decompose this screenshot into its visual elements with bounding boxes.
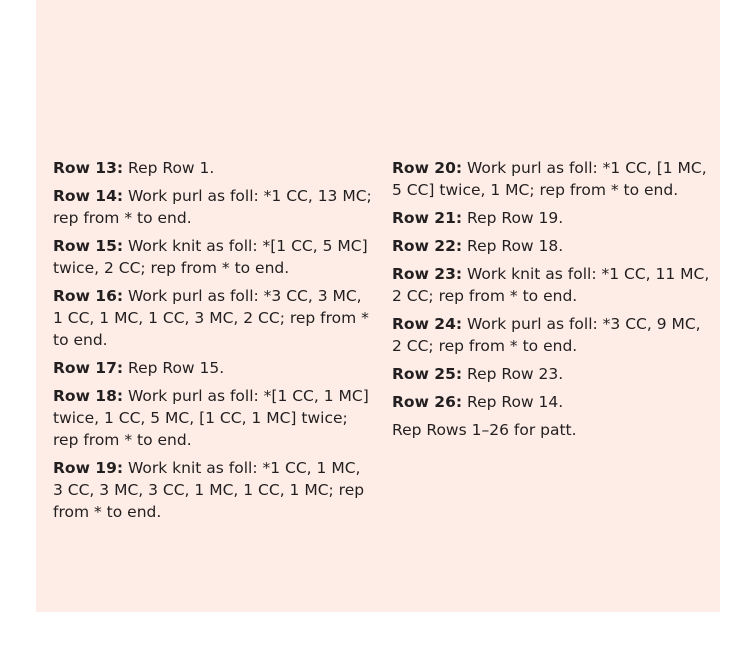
pattern-row-17 [53, 357, 375, 379]
pattern-column-left [53, 157, 375, 529]
row-instruction: Work purl as foll: *1 CC, [1 MC, 5 CC] twice, 1 MC; rep from * to end. [392, 159, 707, 199]
pattern-row-18 [53, 385, 375, 451]
row-label: Row 21: [392, 209, 463, 227]
row-label: Row 16: [53, 287, 124, 305]
row-instruction: Rep Row 15. [123, 359, 225, 377]
row-instruction: Work knit as foll: *1 CC, 1 MC, 3 CC, 3 MC, 3 CC, 1 MC, 1 CC, 1 MC; rep from * to end. [53, 459, 365, 521]
row-instruction: Work knit as foll: *1 CC, 11 MC, 2 CC; rep from * to end. [392, 265, 710, 305]
pattern-row-20 [392, 157, 714, 201]
row-instruction: Work purl as foll: *3 CC, 3 MC, 1 CC, 1 MC, 1 CC, 3 MC, 2 CC; rep from * to end. [53, 287, 369, 349]
pattern-row-21 [392, 207, 714, 229]
pattern-row-14 [53, 185, 375, 229]
row-label: Row 19: [53, 459, 124, 477]
pattern-row-22 [392, 235, 714, 257]
row-instruction: Rep Row 14. [462, 393, 564, 411]
row-label: Row 22: [392, 237, 463, 255]
pattern-row-23 [392, 263, 714, 307]
row-instruction: Rep Row 18. [462, 237, 564, 255]
row-label: Row 15: [53, 237, 124, 255]
row-label: Row 17: [53, 359, 124, 377]
pattern-row-24 [392, 313, 714, 357]
row-label: Row 20: [392, 159, 463, 177]
row-instruction: Work purl as foll: *[1 CC, 1 MC] twice, 1 CC, 5 MC, [1 CC, 1 MC] twice; rep from * to end. [53, 387, 369, 449]
pattern-row-26 [392, 391, 714, 413]
row-label: Row 13: [53, 159, 124, 177]
pattern-row-16 [53, 285, 375, 351]
row-instruction: Work knit as foll: *[1 CC, 5 MC] twice, 2 CC; rep from * to end. [53, 237, 368, 277]
row-label: Row 18: [53, 387, 124, 405]
row-label: Row 25: [392, 365, 463, 383]
row-label: Row 14: [53, 187, 124, 205]
pattern-repeat-note: Rep Rows 1–26 for patt. [392, 421, 577, 439]
row-instruction: Rep Row 19. [462, 209, 564, 227]
row-label: Row 23: [392, 265, 463, 283]
row-instruction: Work purl as foll: *1 CC, 13 MC; rep from * to end. [53, 187, 372, 227]
row-instruction: Rep Row 23. [462, 365, 564, 383]
row-label: Row 24: [392, 315, 463, 333]
pattern-row-13 [53, 157, 375, 179]
pattern-column-right [392, 157, 714, 447]
pattern-row-25 [392, 363, 714, 385]
pattern-row-19 [53, 457, 375, 523]
pattern-row-15 [53, 235, 375, 279]
row-label: Row 26: [392, 393, 463, 411]
row-instruction: Rep Row 1. [123, 159, 215, 177]
row-instruction: Work purl as foll: *3 CC, 9 MC, 2 CC; rep from * to end. [392, 315, 701, 355]
